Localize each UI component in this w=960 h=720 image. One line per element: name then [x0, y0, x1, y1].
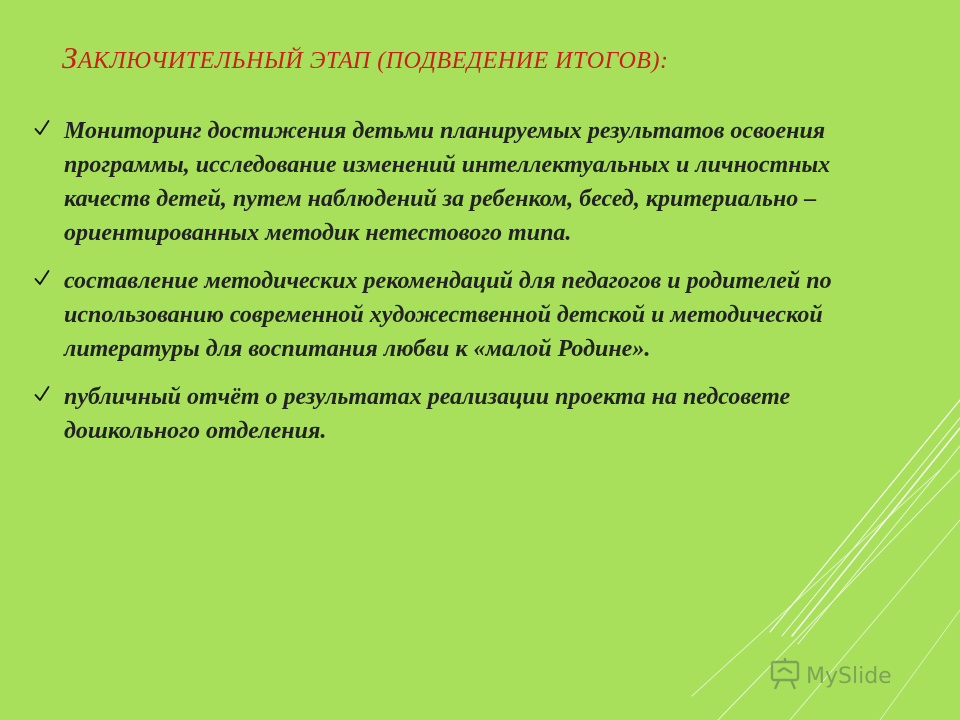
- checkmark-icon: [34, 269, 50, 287]
- list-item-text: составление методических рекомендаций для педагогов и родителей по использованию современной художественной детской и методической литературы для воспитания любви к «малой Родине».: [64, 268, 832, 362]
- deco-line: [798, 446, 960, 644]
- checkmark-icon: [34, 385, 50, 403]
- title-initial: З: [62, 40, 78, 75]
- list-item-text: публичный отчёт о результатах реализации проекта на педсовете дошкольного отделения.: [64, 384, 791, 444]
- title-rest: АКЛЮЧИТЕЛЬНЫЙ ЭТАП (ПОДВЕДЕНИЕ ИТОГОВ):: [77, 48, 669, 74]
- myslide-logo: [768, 656, 928, 692]
- list-item-text: Мониторинг достижения детьми планируемых результатов освоения программы, исследование изменений интеллектуальных и личностных качеств детей, путем наблюдений за ребенком, бесед, критериально – ориентированных методик нетестового типа.: [64, 118, 831, 246]
- slide-title: [62, 40, 668, 76]
- list-item: [34, 380, 904, 448]
- list-item: [34, 264, 904, 366]
- presentation-board-icon: [772, 658, 798, 689]
- checkmark-icon: [34, 119, 50, 137]
- bullet-list: [34, 114, 904, 462]
- list-item: [34, 114, 904, 250]
- watermark-text: MySlide: [806, 664, 892, 689]
